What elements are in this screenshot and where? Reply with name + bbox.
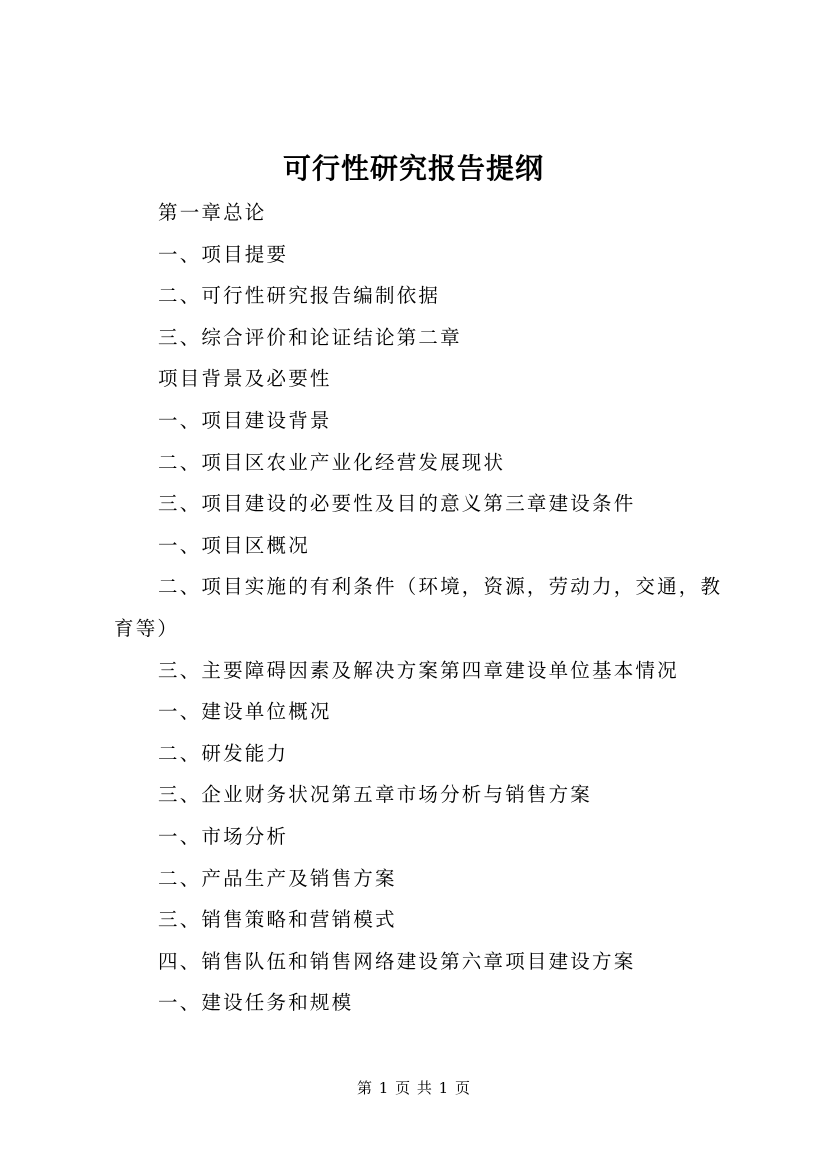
paragraph-line: 一、项目提要 xyxy=(158,242,289,266)
paragraph-line: 三、企业财务状况第五章市场分析与销售方案 xyxy=(158,783,593,807)
paragraph-line: 二、项目实施的有利条件（环境，资源，劳动力，交通，教育等） xyxy=(114,575,723,640)
page-number-footer: 第 1 页 共 1 页 xyxy=(357,1079,470,1097)
paragraph-line: 三、综合评价和论证结论第二章 xyxy=(158,325,462,349)
paragraph-line: 三、主要障碍因素及解决方案第四章建设单位基本情况 xyxy=(158,658,679,682)
paragraph-line: 三、销售策略和营销模式 xyxy=(158,908,397,932)
paragraph-line: 一、项目建设背景 xyxy=(158,408,332,432)
paragraph-line: 一、建设任务和规模 xyxy=(158,991,354,1015)
paragraph-line: 二、项目区农业产业化经营发展现状 xyxy=(158,450,506,474)
paragraph-line: 一、市场分析 xyxy=(158,824,289,848)
paragraph-line: 二、研发能力 xyxy=(158,741,289,765)
paragraph-line: 四、销售队伍和销售网络建设第六章项目建设方案 xyxy=(158,949,636,973)
paragraph-line: 项目背景及必要性 xyxy=(158,367,332,391)
paragraph-line: 二、产品生产及销售方案 xyxy=(158,866,397,890)
paragraph-line: 二、可行性研究报告编制依据 xyxy=(158,284,441,308)
document-body xyxy=(114,192,726,1024)
paragraph-line: 一、项目区概况 xyxy=(158,533,310,557)
paragraph-line: 第一章总论 xyxy=(158,201,267,224)
paragraph-line: 三、项目建设的必要性及目的意义第三章建设条件 xyxy=(158,492,636,516)
document-title: 可行性研究报告提纲 xyxy=(282,152,544,185)
paragraph-line: 一、建设单位概况 xyxy=(158,700,332,724)
